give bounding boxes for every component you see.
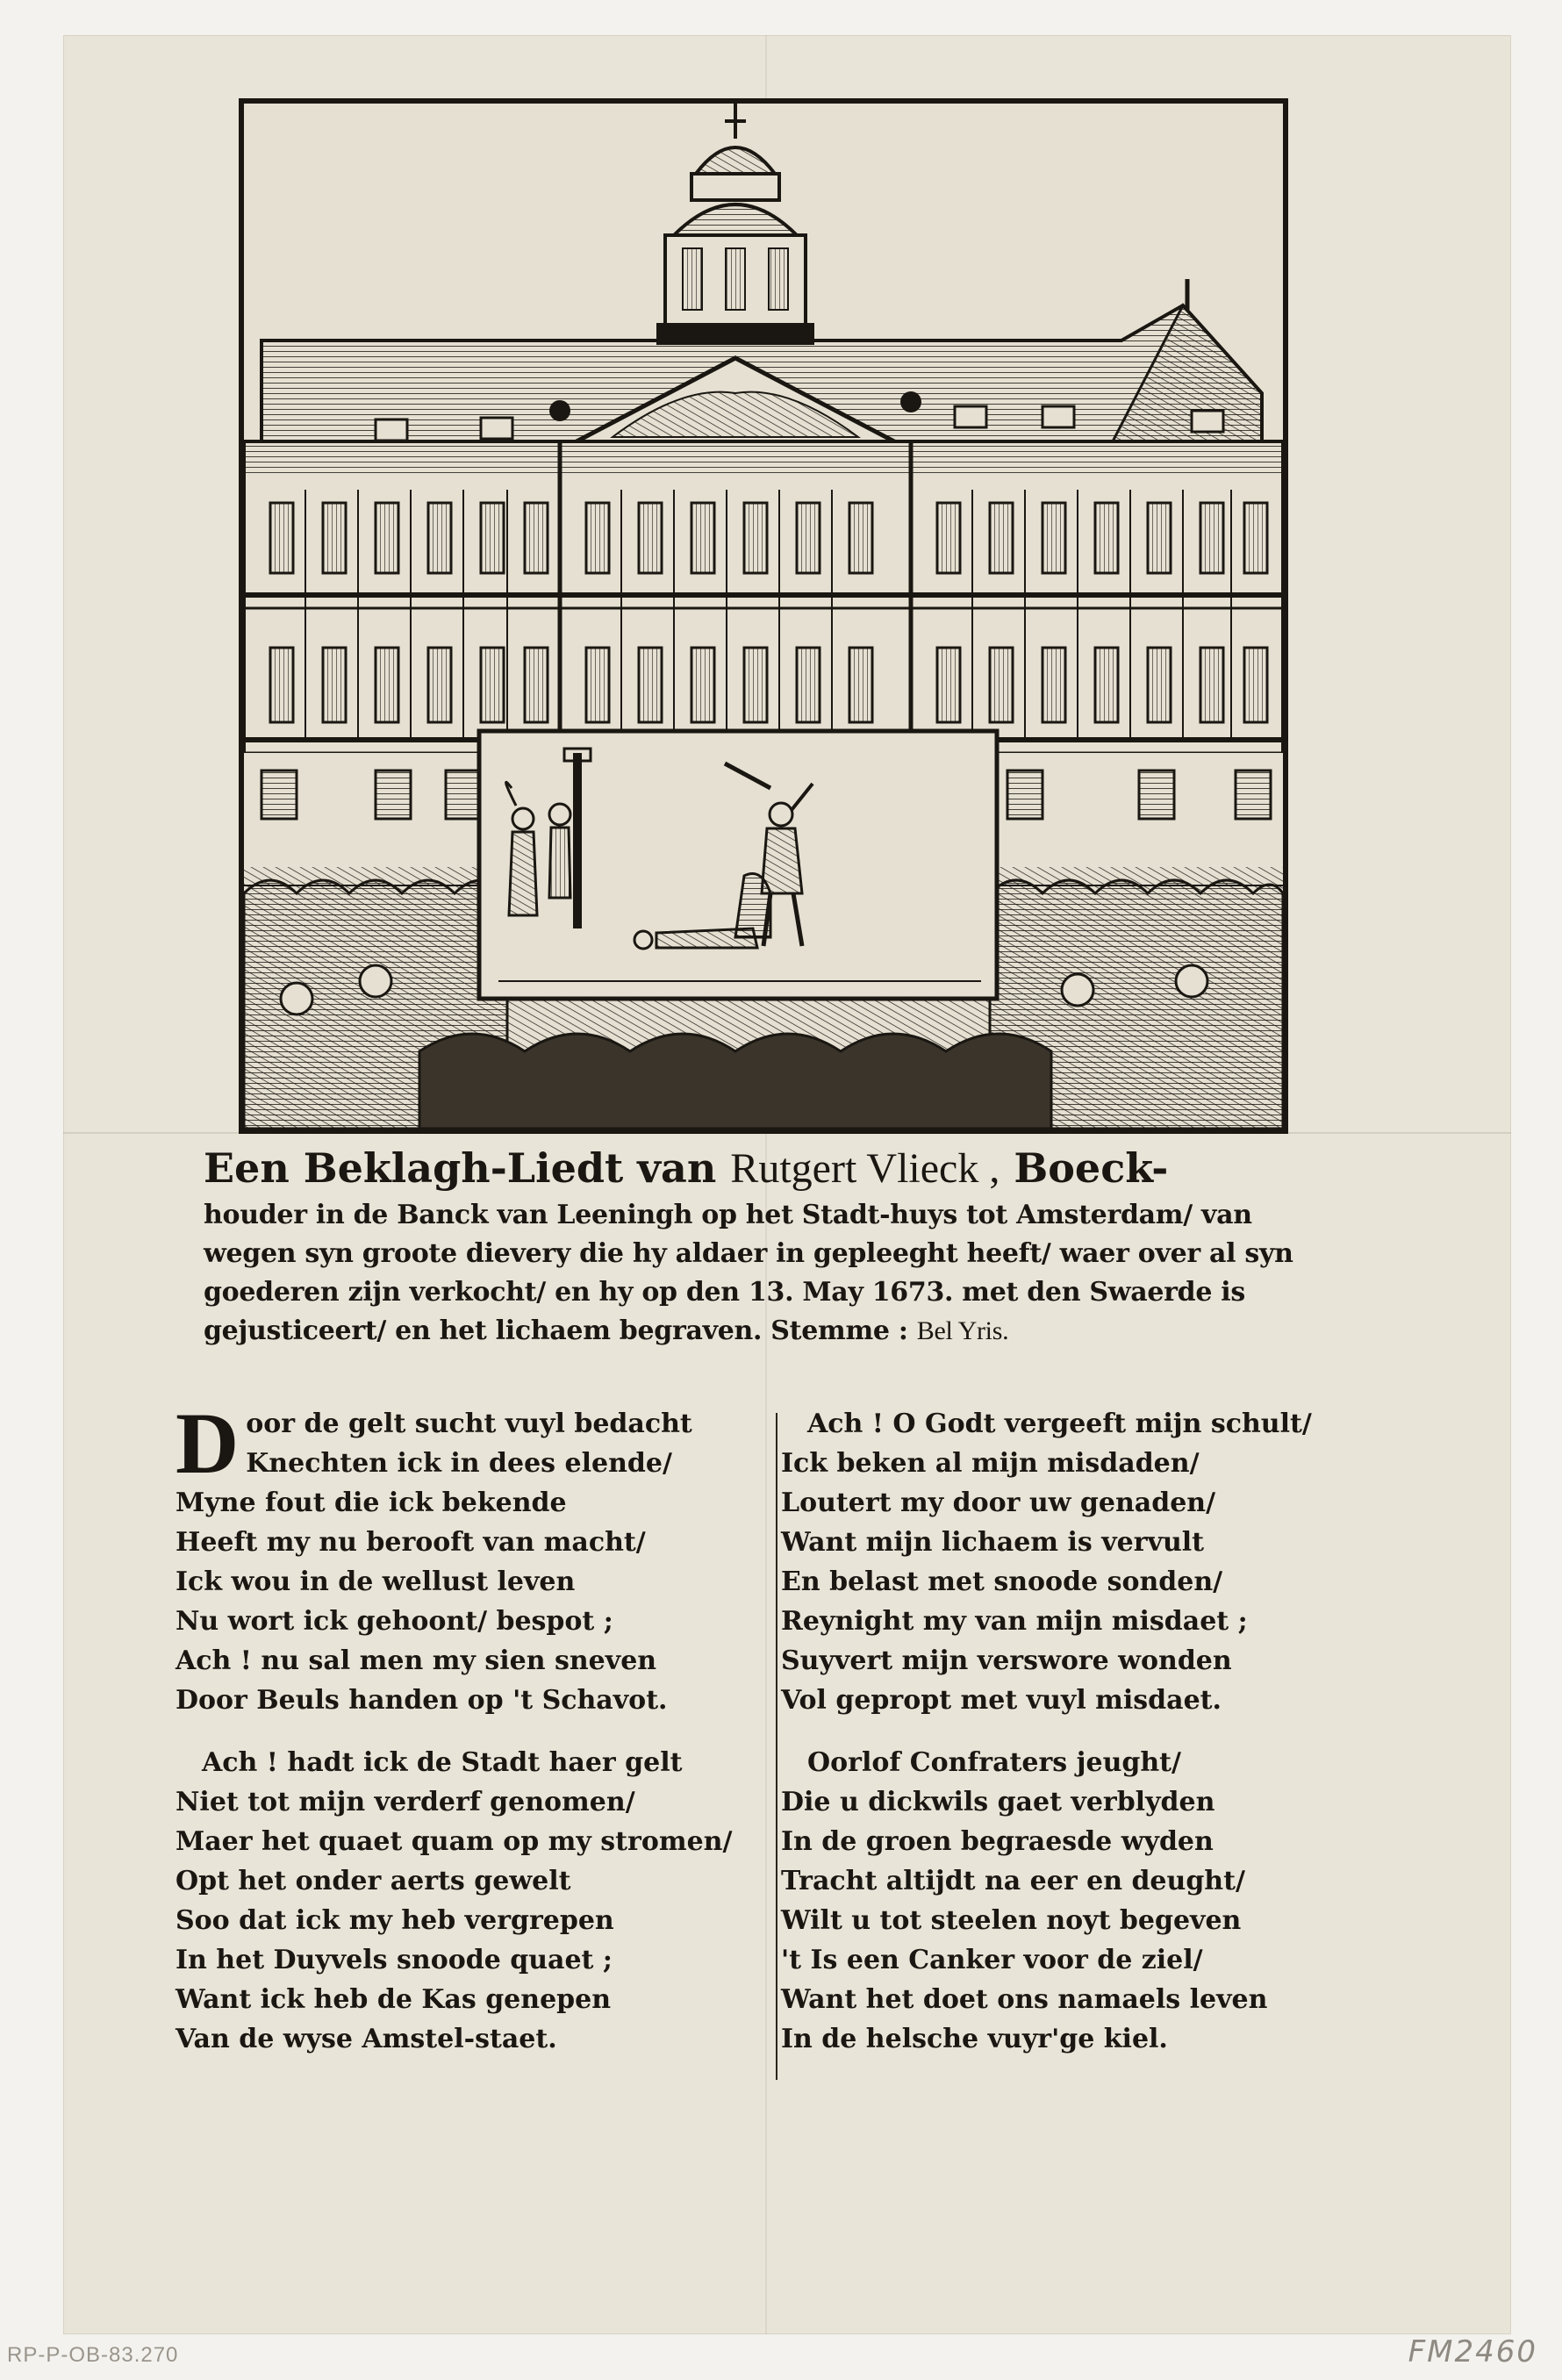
stanza-4: [781, 1743, 1378, 2059]
right-column: [781, 1404, 1378, 2082]
stanza-1: [176, 1394, 772, 1720]
column-divider: [776, 1413, 777, 2080]
verse-line: Door Beuls handen op 't Schavot.: [176, 1685, 668, 1716]
title-block: [204, 1141, 1379, 1351]
scaffold-scene: [479, 731, 997, 999]
title-blackletter-a: Een Beklagh-Liedt van: [204, 1144, 717, 1192]
verse-line: En belast met snoode sonden/: [781, 1566, 1223, 1597]
verse-line: Die u dickwils gaet verblyden: [781, 1787, 1215, 1817]
verse-line: Myne fout die ick bekende: [176, 1488, 567, 1518]
verse-line: Heeft my nu berooft van macht/: [176, 1527, 646, 1558]
verse-line: Niet tot mijn verderf genomen/: [176, 1787, 635, 1817]
subtitle-line-1: houder in de Banck van Leeningh op het Stadt-huys tot Amsterdam/ van: [204, 1200, 1252, 1230]
title-name: Rutgert Vlieck ,: [730, 1145, 1000, 1192]
verse-line: Want ick heb de Kas genepen: [176, 1984, 612, 2015]
title-blackletter-b: Boeck-: [1014, 1144, 1169, 1192]
verse-line: Ach ! nu sal men my sien sneven: [176, 1645, 657, 1676]
verse-line: oor de gelt sucht vuyl bedacht: [246, 1409, 692, 1439]
verse-line: Want mijn lichaem is vervult: [781, 1527, 1205, 1558]
subtitle-line-4-text: gejusticeert/ en het lichaem begraven. Stemme :: [204, 1315, 908, 1346]
verse-line: Loutert my door uw genaden/: [781, 1488, 1216, 1518]
verse-line: Vol gepropt met vuyl misdaet.: [781, 1685, 1222, 1716]
verse-area: [176, 1394, 1404, 2089]
verse-line: Reynight my van mijn misdaet ;: [781, 1606, 1248, 1637]
subtitle-line-4: [204, 1312, 1379, 1351]
verse-line: Maer het quaet quam op my stromen/: [176, 1826, 733, 1857]
left-column: [176, 1394, 772, 2082]
verse-line: Nu wort ick gehoont/ bespot ;: [176, 1606, 613, 1637]
song-title: [204, 1141, 1379, 1196]
handwritten-inventory-mark: FM2460: [1408, 2334, 1537, 2369]
verse-line: In de helsche vuyr'ge kiel.: [781, 2024, 1168, 2054]
verse-line: Suyvert mijn verswore wonden: [781, 1645, 1232, 1676]
verse-line: Ach ! O Godt vergeeft mijn schult/: [807, 1409, 1312, 1439]
verse-line: Opt het onder aerts gewelt: [176, 1866, 571, 1896]
stanza-3: [781, 1404, 1378, 1720]
verse-line: In de groen begraesde wyden: [781, 1826, 1214, 1857]
verse-line: Want het doet ons namaels leven: [781, 1984, 1268, 2015]
verse-line: In het Duyvels snoode quaet ;: [176, 1945, 613, 1975]
verse-line: Van de wyse Amstel-staet.: [176, 2024, 557, 2054]
inventory-number: RP-P-OB-83.270: [7, 2343, 179, 2367]
verse-line: Ach ! hadt ick de Stadt haer gelt: [202, 1747, 683, 1778]
verse-line: Ick beken al mijn misdaden/: [781, 1448, 1200, 1479]
verse-line: Ick wou in de wellust leven: [176, 1566, 576, 1597]
town-hall-execution-woodcut: [244, 104, 1283, 1129]
subtitle-line-2: wegen syn groote dievery die hy aldaer in gepleeght heeft/ waer over al syn: [204, 1238, 1293, 1269]
stanza-2: [176, 1743, 772, 2059]
verse-line: Tracht altijdt na eer en deught/: [781, 1866, 1245, 1896]
woodcut-illustration: [239, 98, 1288, 1134]
verse-line: Soo dat ick my heb vergrepen: [176, 1905, 614, 1936]
verse-line: Wilt u tot steelen noyt begeven: [781, 1905, 1242, 1936]
subtitle-line-3: goederen zijn verkocht/ en hy op den 13. May 1673. met den Swaerde is: [204, 1277, 1245, 1308]
drop-capital: D: [176, 1394, 240, 1492]
verse-line: Knechten ick in dees elende/: [246, 1448, 672, 1479]
verse-line: Oorlof Confraters jeught/: [807, 1747, 1181, 1778]
verse-line: 't Is een Canker voor de ziel/: [781, 1945, 1203, 1975]
tune-name: Bel Yris.: [916, 1316, 1009, 1345]
